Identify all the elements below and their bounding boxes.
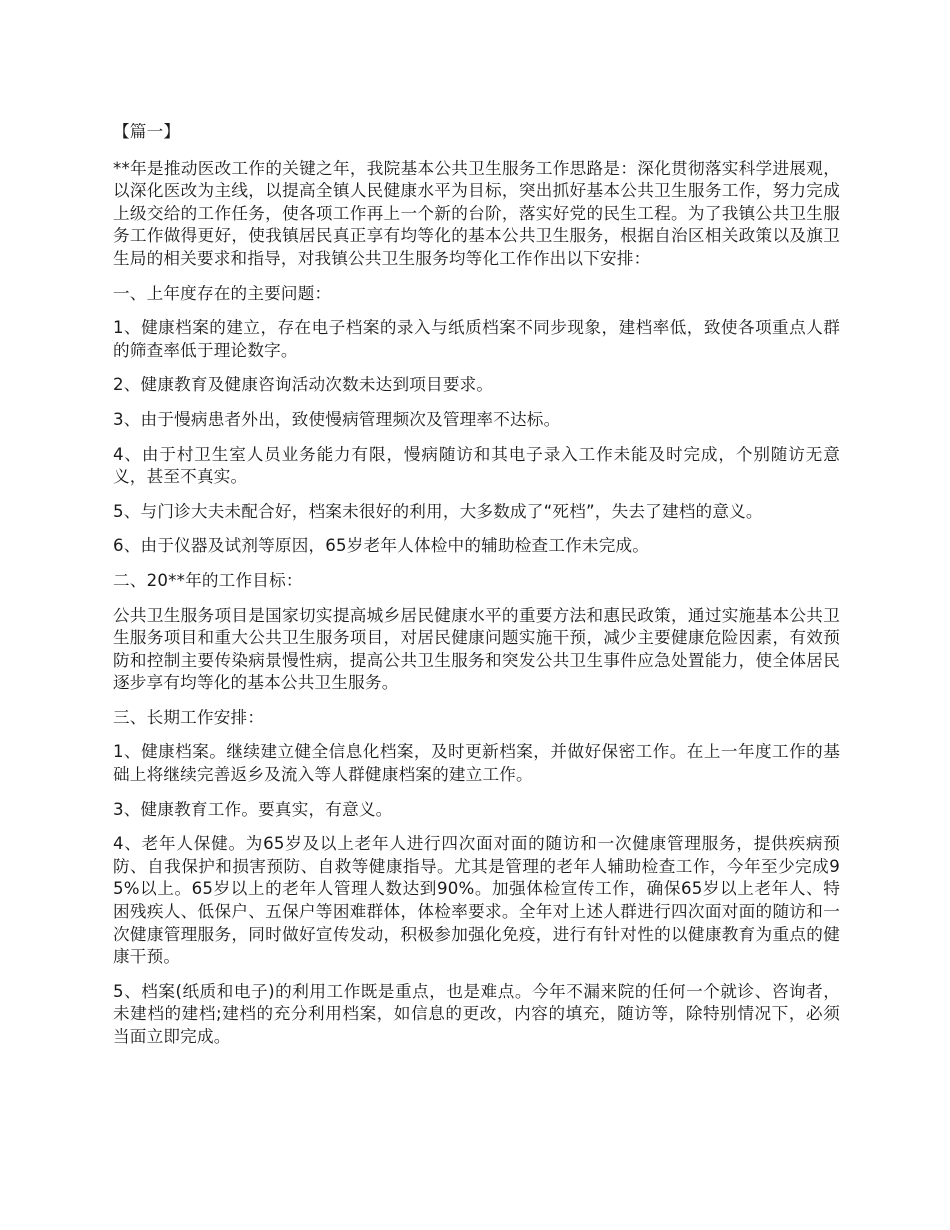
problem-item-4: 4、由于村卫生室人员业务能力有限，慢病随访和其电子录入工作未能及时完成，个别随访无意义，甚至不真实。 [113, 444, 840, 487]
paragraph-goals: 公共卫生服务项目是国家切实提高城乡居民健康水平的重要方法和惠民政策，通过实施基本公共卫生服务项目和重大公共卫生服务项目，对居民健康问题实施干预，减少主要健康危险因素，有效预防和控制主要传染病景慢性病，提高公共卫生服务和突发公共卫生事件应急处置能力，使全体居民逐步享有均等化的基本公共卫生服务。 [113, 605, 840, 693]
heading-long-term: 三、长期工作安排： [113, 707, 265, 727]
plan-item-4: 4、老年人保健。为65岁及以上老年人进行四次面对面的随访和一次健康管理服务，提供疾病预防、自我保护和损害预防、自救等健康指导。尤其是管理的老年人辅助检查工作，今年至少完成95%以上。65岁以上的老年人管理人数达到90%。加强体检宣传工作，确保65岁以上老年人、特困残疾人、低保户、五保户等困难群体，体检率要求。全年对上述人群进行四次面对面的随访和一次健康管理服务，同时做好宣传发动，积极参加强化免疫，进行有针对性的以健康教育为重点的健康干预。 [113, 834, 840, 967]
section-title: 【篇一】 [113, 122, 181, 141]
plan-item-3: 3、健康教育工作。要真实，有意义。 [113, 799, 393, 819]
problem-item-5: 5、与门诊大夫未配合好，档案未很好的利用，大多数成了“死档”，失去了建档的意义。 [113, 501, 763, 521]
problem-item-1: 1、健康档案的建立，存在电子档案的录入与纸质档案不同步现象，建档率低，致使各项重点人群的筛查率低于理论数字。 [113, 318, 840, 360]
heading-goals: 二、20**年的工作目标： [113, 570, 303, 590]
plan-item-5: 5、档案(纸质和电子)的利用工作既是重点，也是难点。今年不漏来院的任何一个就诊、咨询者，未建档的建档;建档的充分利用档案，如信息的更改，内容的填充，随访等，除特别情况下，必须当面立即完成。 [113, 981, 840, 1046]
problem-item-6: 6、由于仪器及试剂等原因，65岁老年人体检中的辅助检查工作未完成。 [113, 536, 650, 556]
plan-item-1: 1、健康档案。继续建立健全信息化档案，及时更新档案，并做好保密工作。在上一年度工作的基础上将继续完善返乡及流入等人群健康档案的建立工作。 [113, 742, 840, 785]
problem-item-2: 2、健康教育及健康咨询活动次数未达到项目要求。 [113, 375, 494, 395]
document-body [113, 121, 840, 1061]
heading-problems: 一、上年度存在的主要问题： [113, 283, 332, 303]
problem-item-3: 3、由于慢病患者外出，致使慢病管理频次及管理率不达标。 [113, 409, 561, 429]
paragraph-intro: **年是推动医改工作的关键之年，我院基本公共卫生服务工作思路是：深化贯彻落实科学进展观，以深化医改为主线，以提高全镇人民健康水平为目标，突出抓好基本公共卫生服务工作，努力完成上级交给的工作任务，使各项工作再上一个新的台阶，落实好党的民生工程。为了我镇公共卫生服务工作做得更好，使我镇居民真正享有均等化的基本公共卫生服务，根据自治区相关政策以及旗卫生局的相关要求和指导，对我镇公共卫生服务均等化工作作出以下安排： [113, 158, 840, 268]
